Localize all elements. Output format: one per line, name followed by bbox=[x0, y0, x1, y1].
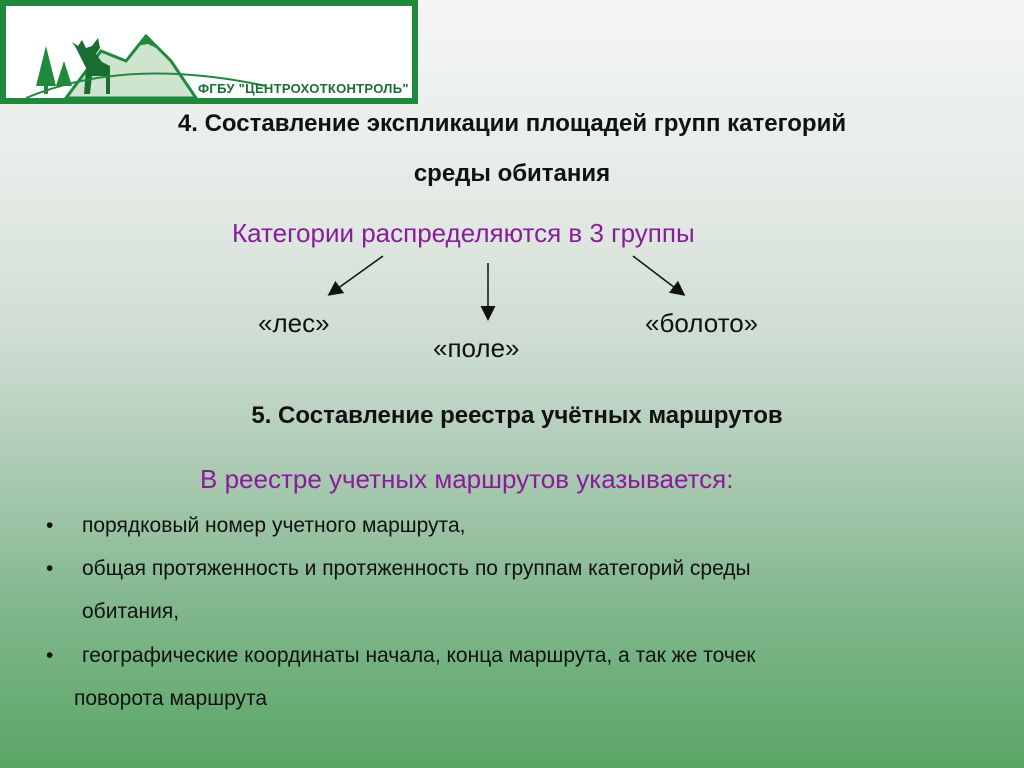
list-item bbox=[46, 514, 465, 538]
section4-title-line1: 4. Составление экспликации площадей групп категорий bbox=[177, 110, 847, 137]
list-item-continuation: поворота маршрута bbox=[74, 687, 268, 710]
list-item bbox=[46, 557, 751, 581]
bullet-dot-icon: • bbox=[46, 514, 54, 537]
list-item bbox=[46, 644, 756, 668]
group-swamp: «болото» bbox=[645, 308, 759, 338]
section5-title: 5. Составление реестра учётных маршрутов bbox=[251, 402, 783, 429]
list-item-continuation: обитания, bbox=[82, 600, 180, 623]
list-item-text: порядковый номер учетного маршрута, bbox=[82, 514, 466, 537]
section5-subtitle: В реестре учетных маршрутов указывается: bbox=[200, 464, 734, 494]
section4-subtitle: Категории распределяются в 3 группы bbox=[232, 218, 695, 248]
group-field: «поле» bbox=[433, 333, 520, 363]
bullet-dot-icon: • bbox=[46, 644, 54, 667]
section4-title-line2: среды обитания bbox=[413, 160, 611, 187]
bullet-dot-icon: • bbox=[46, 557, 54, 580]
list-item-text: географические координаты начала, конца маршрута, а так же точек bbox=[82, 644, 756, 667]
arrow-to-swamp bbox=[633, 256, 683, 294]
list-item-text: общая протяженность и протяженность по группам категорий среды bbox=[82, 557, 751, 580]
group-forest: «лес» bbox=[258, 308, 330, 338]
arrow-to-forest bbox=[330, 256, 383, 294]
logo-org-name: ФГБУ "ЦЕНТРОХОТКОНТРОЛЬ" bbox=[198, 81, 409, 96]
